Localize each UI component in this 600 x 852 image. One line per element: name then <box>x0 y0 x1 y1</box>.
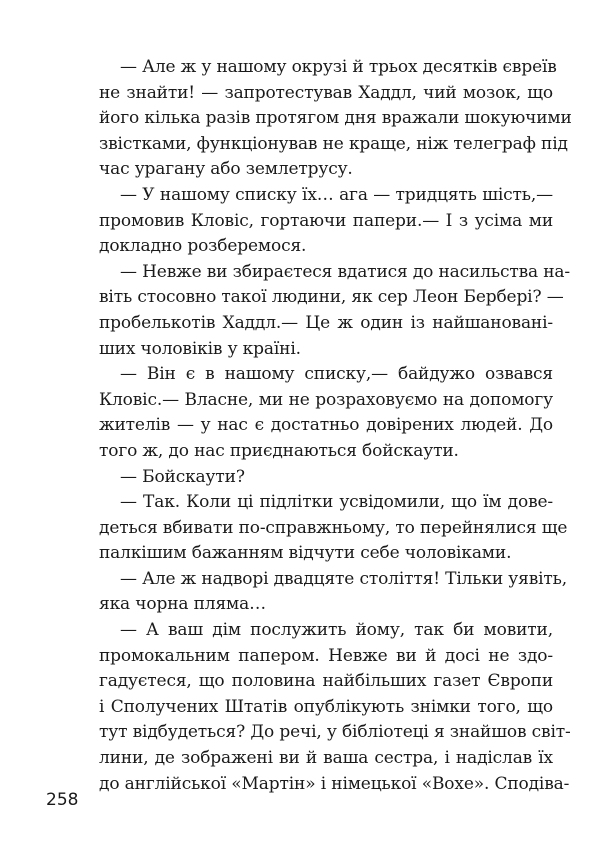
text-line: час урагану або землетрусу. <box>99 159 353 180</box>
text-line: звістками, функціонував не краще, ніж телеграф під <box>99 133 568 154</box>
text-line: — У нашому списку їх… ага — тридцять шість,— <box>120 184 553 205</box>
text-line: ших чоловіків у країні. <box>99 338 301 359</box>
text-line: промовив Кловіс, гортаючи папери.— І з усіма ми <box>99 210 553 231</box>
text-line: гадуєтеся, що половина найбільших газет Європи <box>99 671 553 692</box>
text-line: — Бойскаути? <box>120 466 245 487</box>
text-line: палкішим бажанням відчути себе чоловіками. <box>99 543 512 564</box>
page-body-text <box>99 55 572 797</box>
text-line: промокальним папером. Невже ви й досі не здо- <box>99 645 553 666</box>
text-line: яка чорна пляма… <box>99 594 266 615</box>
text-line: тут відбудеться? До речі, у бібліотеці я знайшов світ- <box>99 722 571 743</box>
text-line: і Сполучених Штатів опублікують знімки того, що <box>99 696 553 717</box>
text-line: — Він є в нашому списку,— байдужо озвався <box>120 364 553 385</box>
text-line: до англійської «Мартін» і німецької «Вохе». Сподіва- <box>99 773 570 794</box>
text-line: — А ваш дім послужить йому, так би мовити, <box>120 620 553 641</box>
text-line: — Так. Коли ці підлітки усвідомили, що їм дове- <box>120 492 553 513</box>
text-line: докладно розберемося. <box>99 236 307 257</box>
text-line: пробелькотів Хаддл.— Це ж один із найшанованi- <box>99 312 553 333</box>
text-line: — Але ж у нашому окрузі й трьох десятків євреїв <box>120 57 557 77</box>
text-line: лини, де зображені ви й ваша сестра, і надіслав їх <box>99 748 553 769</box>
text-line: — Але ж надворі двадцяте століття! Тільки уявіть, <box>120 568 568 589</box>
text-line: — Невже ви збираєтеся вдатися до насильства на- <box>120 261 570 282</box>
text-line: жителів — у нас є достатньо довірених людей. До <box>99 415 553 436</box>
text-line: не знайти! — запротестував Хаддл, чий мозок, що <box>99 82 553 103</box>
text-line: того ж, до нас приєднаються бойскаути. <box>99 440 459 461</box>
text-line: віть стосовно такої людини, як сер Леон Берберi? — <box>99 287 564 308</box>
text-line: його кілька разів протягом дня вражали шокуючими <box>99 108 572 129</box>
text-line: деться вбивати по-справжньому, то перейнялися ще <box>99 517 568 538</box>
page-number: 258 <box>46 790 79 810</box>
text-line: Кловіс.— Власне, ми не розраховуємо на допомогу <box>99 389 553 410</box>
